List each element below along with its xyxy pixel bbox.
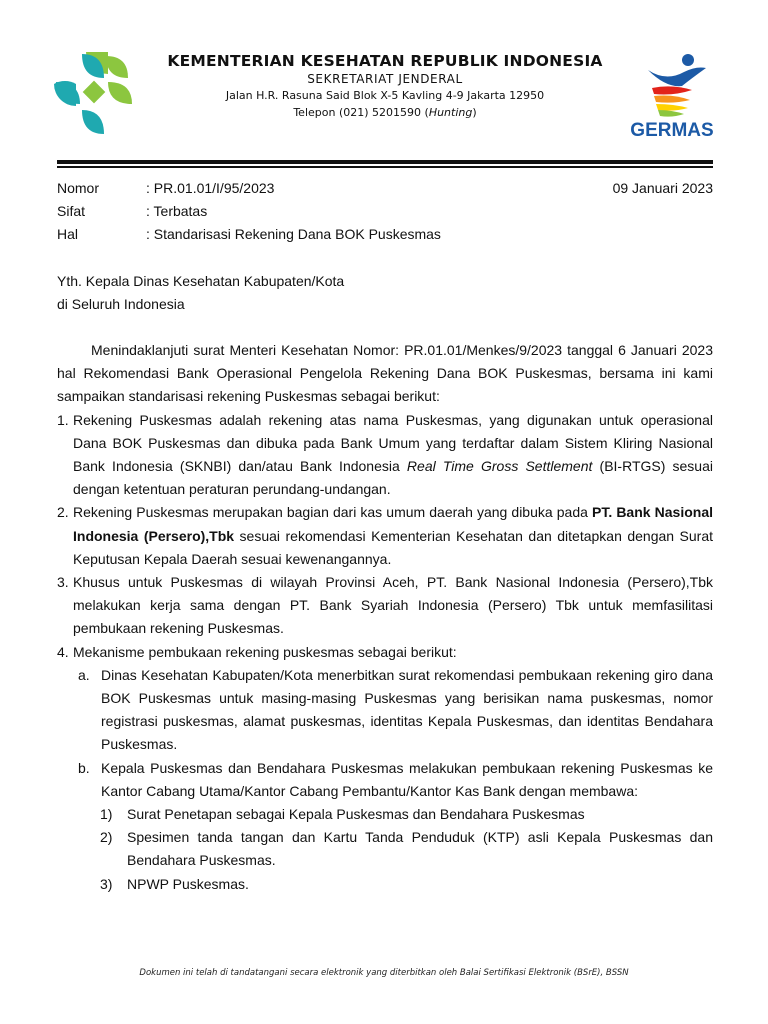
item-number: 4.	[57, 643, 69, 660]
hal-value: : Standarisasi Rekening Dana BOK Puskesmas	[146, 226, 441, 242]
e-signature-footer: Dokumen ini telah di tandatangani secara elektronik yang diterbitkan oleh Balai Sertifikasi Elektronik (BSrE), BSSN	[139, 968, 629, 978]
sifat-row	[57, 201, 713, 224]
point-number: 3)	[100, 875, 113, 892]
list-item-1: 1. Rekening Puskesmas adalah rekening atas nama Puskesmas, yang digunakan untuk operasional Dana BOK Puskesmas dan dibuka pada Bank Umum yang terdaftar dalam Sistem Kliring Nasional Bank Indonesia (SKNBI) dan/atau Bank Indonesia Real Time Gross Settlement (BI-RTGS) sesuai dengan ketentuan peraturan perundang-undangan.	[57, 409, 713, 502]
addressee	[57, 270, 344, 316]
header-rule-thin	[57, 166, 713, 168]
kemenkes-logo	[52, 50, 136, 138]
org-phone: Telepon (021) 5201590 (Hunting)	[293, 106, 477, 119]
item-number: 2.	[57, 504, 69, 521]
letter-body	[57, 339, 713, 896]
sub-item-letter: a.	[78, 666, 90, 683]
point-text: NPWP Puskesmas.	[127, 875, 249, 892]
addressee-line1: Yth. Kepala Dinas Kesehatan Kabupaten/Kota	[57, 273, 345, 289]
sub-item-b	[57, 757, 713, 803]
germas-logo	[626, 48, 718, 140]
sub-item-a	[57, 664, 713, 757]
nomor-label: Nomor	[57, 180, 100, 196]
letter-meta	[57, 178, 713, 247]
unit-name: SEKRETARIAT JENDERAL	[307, 72, 463, 86]
list-item-2: 2. Rekening Puskesmas merupakan bagian dari kas umum daerah yang dibuka pada PT. Bank Nasional Indonesia (Persero),Tbk sesuai rekomendasi Kementerian Kesehatan dan ditetapkan dengan Surat Keputusan Kepala Daerah sesuai kewenangannya.	[57, 501, 713, 571]
sub-item-text: Kepala Puskesmas dan Bendahara Puskesmas melakukan pembukaan rekening Puskesmas ke Kantor Cabang Utama/Kantor Cabang Pembantu/Kantor Kas Bank dengan membawa:	[101, 759, 713, 799]
header-rule-thick	[57, 160, 713, 164]
point-text: Surat Penetapan sebagai Kepala Puskesmas dan Bendahara Puskesmas	[127, 806, 585, 823]
list-item-4	[57, 641, 713, 664]
point-2	[57, 826, 713, 872]
nomor-value: : PR.01.01/I/95/2023	[146, 180, 275, 196]
item-text: Mekanisme pembukaan rekening puskesmas sebagai berikut:	[73, 643, 457, 660]
org-address: Jalan H.R. Rasuna Said Blok X-5 Kavling 4-9 Jakarta 12950	[225, 89, 545, 102]
point-number: 2)	[100, 829, 113, 846]
germas-label: GERMAS	[630, 120, 714, 140]
sifat-label: Sifat	[57, 203, 86, 219]
item-text: Khusus untuk Puskesmas di wilayah Provinsi Aceh, PT. Bank Nasional Indonesia (Persero),Tbk melakukan kerja sama dengan PT. Bank Syariah Indonesia (Persero) Tbk untuk memfasilitasi pembukaan rekening Puskesmas.	[73, 574, 713, 637]
list-item-3	[57, 571, 713, 641]
sub-item-text: Dinas Kesehatan Kabupaten/Kota menerbitkan surat rekomendasi pembukaan rekening giro dana BOK Puskesmas untuk masing-masing Puskesmas yang berisikan nama puskesmas, nomor registrasi puskesmas, alamat puskesmas, identitas Kepala Puskesmas, dan identitas Bendahara Puskesmas.	[101, 666, 713, 753]
sub-item-letter: b.	[78, 759, 90, 776]
intro-paragraph: Menindaklanjuti surat Menteri Kesehatan Nomor: PR.01.01/Menkes/9/2023 tanggal 6 Januari 2023 hal Rekomendasi Bank Operasional Pengelola Rekening Dana BOK Puskesmas, bersama ini kami sampaikan standarisasi rekening Puskesmas sebagai berikut:	[57, 342, 713, 405]
item-number: 1.	[57, 411, 69, 428]
org-name: KEMENTERIAN KESEHATAN REPUBLIK INDONESIA	[167, 52, 603, 70]
letter-date: 09 Januari 2023	[612, 180, 713, 196]
point-number: 1)	[100, 806, 113, 823]
point-1	[57, 803, 713, 826]
sifat-value: : Terbatas	[146, 203, 208, 219]
point-3	[57, 873, 713, 896]
addressee-line2: di Seluruh Indonesia	[57, 296, 185, 312]
hal-label: Hal	[57, 226, 79, 242]
hal-row	[57, 224, 713, 247]
point-text: Spesimen tanda tangan dan Kartu Tanda Penduduk (KTP) asli Kepala Puskesmas dan Bendahara Puskesmas.	[127, 829, 713, 869]
germas-head	[682, 54, 694, 66]
nomor-row	[57, 178, 713, 201]
item-number: 3.	[57, 574, 69, 591]
